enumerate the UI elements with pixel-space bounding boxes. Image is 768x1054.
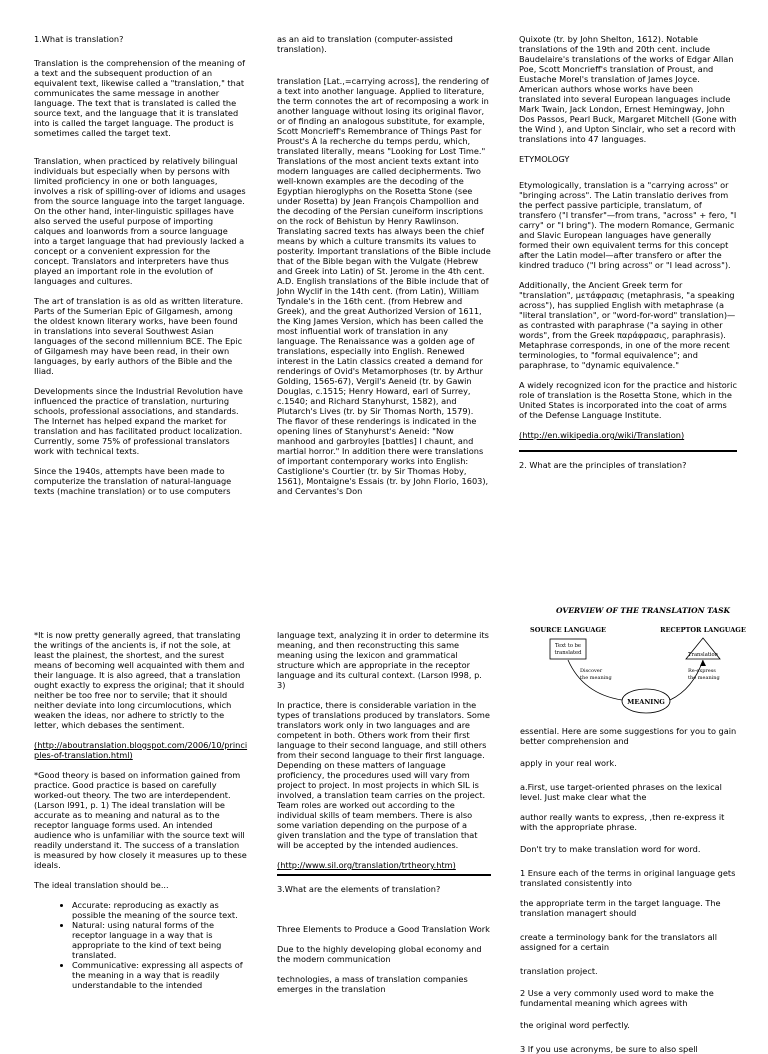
- svg-text:the meaning: the meaning: [688, 675, 720, 681]
- list-item: • Natural: using natural forms of the receptor language in a way that is appropriate to the kind of text being translated.: [72, 920, 248, 960]
- paragraph: Due to the highly developing global economy and the modern communication: [277, 944, 482, 964]
- paragraph: Three Elements to Produce a Good Translation Work: [277, 924, 490, 934]
- svg-text:translated: translated: [554, 650, 582, 656]
- paragraph: *It is now pretty generally agreed, that translating the writings of the ancients is, if not the sole, at least the plainest, the shortest, and the surest means of becoming well acquainted with them and their language. It is also agreed, that a translation ought exactly to express the original; that it should neither be too free nor to servile; that it should neither deviate into long circumlocutions, which weaken the ideas, nor adhere to strictly to the letter, which debases the sentiment.: [34, 630, 245, 730]
- heading-etymology: ETYMOLOGY: [519, 154, 570, 164]
- svg-text:the meaning: the meaning: [580, 675, 612, 681]
- heading-principles: 2. What are the principles of translation?: [519, 460, 687, 470]
- source-text-box: [550, 639, 586, 659]
- arrow-head: [700, 660, 706, 666]
- column-4: [34, 630, 248, 1024]
- divider: [277, 874, 491, 876]
- paragraph: Additionally, the Ancient Greek term for "translation", μετάφρασις (metaphrasis, "a speaking across"), has supplied English with metaphrase (a "literal translation", or "word-for-word" translation)—as contrasted with paraphrase ("a saying in other words", from the Greek παράφρασις, paraphrasis). Metaphrase corresponds, in one of the more recent terminologies, to "formal equivalence"; and paraphrase, to "dynamic equivalence.": [519, 280, 736, 370]
- paragraph: apply in your real work.: [520, 758, 617, 768]
- paragraph: *Good theory is based on information gained from practice. Good practice is based on carefully worked-out theory. The two are interdependent. (Larson l991, p. 1) The ideal translation will be accurate as to meaning and natural as to the receptor language forms used. An intended audience who is unfamiliar with the source text will readily understand it. The success of a translation is measured by how closely it measures up to these ideals.: [34, 770, 247, 870]
- paragraph: as an aid to translation (computer-assisted translation).: [277, 34, 453, 54]
- text-box-label: Text to be: [554, 643, 582, 649]
- paragraph: the appropriate term in the target language. The translation managert should: [520, 898, 721, 918]
- column-6: [520, 726, 742, 1054]
- paragraph: The ideal translation should be...: [34, 880, 169, 890]
- receptor-language-label: RECEPTOR LANGUAGE: [660, 626, 746, 634]
- paragraph: Don't try to make translation word for word.: [520, 844, 701, 854]
- paragraph: technologies, a mass of translation companies emerges in the translation: [277, 974, 468, 994]
- paragraph: 3 If you use acronyms, be sure to also spell: [520, 1044, 698, 1054]
- paragraph: essential. Here are some suggestions for you to gain better comprehension and: [520, 726, 737, 746]
- column-3: [519, 34, 737, 554]
- heading-elements: 3.What are the elements of translation?: [277, 884, 441, 894]
- diagram-title: OVERVIEW OF THE TRANSLATION TASK: [555, 606, 731, 615]
- paragraph: translation [Lat.,=carrying across], the rendering of a text into another language. Applied to literature, the term connotes the art of recomposing a work in another language without losing its original flavor, or of finding an analogous substitute, for example, Scott Moncrieff's Remembrance of Things Past for Proust's À la recherche du temps perdu, which, translated literally, means "Looking for Lost Time." Translations of the most ancient texts extant into modern languages are called decipherments. Two well-known examples are the decoding of the Egyptian hieroglyphs on the Rosetta Stone (see under Rosetta) by Jean François Champollion and the decoding of the Persian cuneiform inscriptions on the rock of Behistun by Henry Rawlinson. Translating sacred texts has always been the chief means by which a culture transmits its values to posterity. Important translations of the Bible include that of the Bible began with the Vulgate (Hebrew and Greek into Latin) of St. Jerome in the 4th cent. A.D. English translations of the Bible include that of John Wyclif in the 14th cent. (from Latin), William Tyndale's in the 16th cent. (from Hebrew and Greek), and the great Authorized Version of 1611, the King James Version, which has been called the most influential work of translation in any language. The Renaissance was a golden age of translations, especially into English. Renewed interest in the Latin classics created a demand for renderings of Ovid's Metamorphoses (tr. by Arthur Golding, 1565-67), Vergil's Aeneid (tr. by Gawin Douglas, c.1515; Henry Howard, earl of Surrey, c.1540; and Richard Stanyhurst, 1582), and Plutarch's Lives (tr. by Sir Thomas North, 1579). The flavor of these renderings is indicated in the opening lines of Stanyhurst's Aeneid: "Now manhood and garbroyles [battles] I chaunt, and martial horror." In addition there were translations of important contemporary works into English: Castiglione's Courtier (tr. by Sir Thomas Hoby, 1561), Montaigne's Essais (tr. by John Florio, 1603), and Cervantes's Don: [277, 76, 491, 496]
- paragraph: A widely recognized icon for the practice and historic role of translation is the Rosetta Stone, which in the United States is incorporated into the coat of arms of the Defense Language Institute.: [519, 380, 737, 420]
- paragraph: Since the 1940s, attempts have been made to computerize the translation of natural-language texts (machine translation) or to use computers: [34, 466, 232, 496]
- paragraph: 2 Use a very commonly used word to make the fundamental meaning which agrees with: [520, 988, 714, 1008]
- paragraph: 1 Ensure each of the terms in original language gets translated consistently into: [520, 868, 736, 888]
- column-1: [34, 34, 246, 554]
- paragraph: Translation is the comprehension of the meaning of a text and the subsequent production of an equivalent text, likewise called a "translation," that communicates the same message in another language. The text that is translated is called the source text, and the language that it is translated into is called the target language. The product is sometimes called the target text.: [34, 58, 245, 138]
- column-2: [277, 34, 491, 554]
- reexpress-label: Re-express: [688, 668, 716, 674]
- paragraph: a.First, use target-oriented phrases on the lexical level. Just make clear what the: [520, 782, 722, 802]
- paragraph: language text, analyzing it in order to determine its meaning, and then reconstructing this same meaning using the lexicon and grammatical structure which are appropriate in the receptor language and its cultural context. (Larson l998, p. 3): [277, 630, 489, 690]
- paragraph: In practice, there is considerable variation in the types of translations produced by translators. Some translators work only in two languages and are competent in both. Others work from their first language to their second language, and still others from their second language to their first language. Depending on these matters of language proficiency, the procedures used will vary from project to project. In most projects in which SIL is involved, a translation team carries on the project. Team roles are worked out according to the individual skills of team members. There is also some variation depending on the purpose of a given translation and the type of translation that will be accepted by the intended audiences.: [277, 700, 490, 850]
- divider: [519, 450, 737, 452]
- list-item: • Communicative: expressing all aspects of the meaning in a way that is readily understandable to the intended: [72, 960, 248, 990]
- paragraph: Translation, when practiced by relatively bilingual individuals but especially when by persons with limited proficiency in one or both languages, involves a risk of spilling-over of idioms and usages from the source language into the target language. On the other hand, inter-linguistic spillages have also served the useful purpose of importing calques and loanwords from a source language into a target language that had previously lacked a concept or a convenient expression for the concept. Translators and interpreters have thus played an important role in the evolution of languages and cultures.: [34, 156, 246, 286]
- paragraph: Etymologically, translation is a "carrying across" or "bringing across". The Latin translatio derives from the perfect passive participle, translatum, of transfero ("I transfer"—from trans, "across" + fero, "I carry" or "I bring"). The modern Romance, Germanic and Slavic European languages have generally formed their own equivalent terms for this concept after the Latin model—after transfero or after the kindred traduco ("I bring across" or "I lead across").: [519, 180, 737, 270]
- paragraph: the original word perfectly.: [520, 1020, 630, 1030]
- source-language-label: SOURCE LANGUAGE: [530, 626, 606, 634]
- paragraph: author really wants to express, ,then re-express it with the appropriate phrase.: [520, 812, 725, 832]
- column-5: [277, 630, 491, 1024]
- blog-link[interactable]: (http://aboutranslation.blogspot.com/2006/10/principles-of-translation.html): [34, 740, 248, 760]
- sil-link[interactable]: (http://www.sil.org/translation/trtheory.htm): [277, 860, 456, 870]
- wikipedia-link[interactable]: (http://en.wikipedia.org/wiki/Translation): [519, 430, 685, 440]
- meaning-label: MEANING: [627, 698, 665, 706]
- translation-task-diagram: [528, 604, 758, 716]
- paragraph: create a terminology bank for the translators all assigned for a certain: [520, 932, 718, 952]
- heading-what-is-translation: 1.What is translation?: [34, 34, 124, 44]
- list-item: • Accurate: reproducing as exactly as possible the meaning of the source text.: [72, 900, 248, 920]
- paragraph: Quixote (tr. by John Shelton, 1612). Notable translations of the 19th and 20th cent. include Baudelaire's translations of the works of Edgar Allan Poe, Scott Moncrieff's translation of Proust, and Eustache Morel's translation of James Joyce. American authors whose works have been translated into several European languages include Mark Twain, Jack London, Ernest Hemingway, John Dos Passos, Pearl Buck, Margaret Mitchell (Gone with the Wind ), and Upton Sinclair, who set a record with translations into 47 languages.: [519, 34, 737, 144]
- paragraph: Developments since the Industrial Revolution have influenced the practice of translation, nurturing schools, professional associations, and standards. The Internet has helped expand the market for translation and has facilitated product localization. Currently, some 75% of professional translators work with technical texts.: [34, 386, 243, 456]
- paragraph: translation project.: [520, 966, 598, 976]
- translation-label: Translation: [688, 652, 718, 658]
- discover-label: Discover: [580, 668, 603, 674]
- paragraph: The art of translation is as old as written literature. Parts of the Sumerian Epic of Gilgamesh, among the oldest known literary works, have been found in translations into several Southwest Asian languages of the second millennium BCE. The Epic of Gilgamesh may have been read, in their own languages, by early authors of the Bible and the Iliad.: [34, 296, 244, 376]
- ideal-translation-list: [34, 900, 248, 990]
